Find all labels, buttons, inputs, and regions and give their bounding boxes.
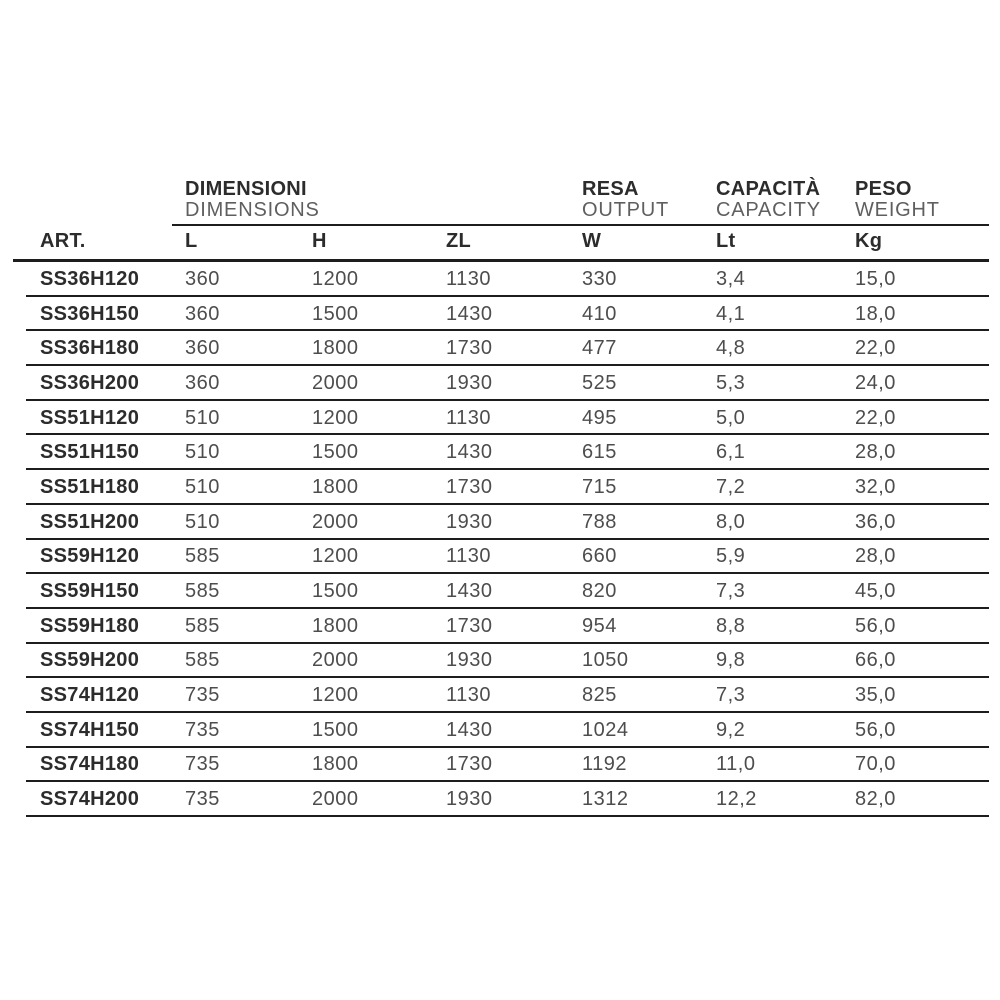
value-cell: 9,2 [716, 718, 746, 741]
value-cell: 1500 [312, 302, 359, 325]
value-cell: 510 [185, 475, 220, 498]
value-cell: 1930 [446, 510, 493, 533]
group-title: RESA [582, 178, 639, 200]
group-header-weight [855, 178, 989, 226]
value-cell: 1430 [446, 580, 493, 603]
table-row [13, 644, 989, 679]
value-cell: 1800 [312, 337, 359, 360]
value-cell: 825 [582, 684, 617, 707]
value-cell: 585 [185, 614, 220, 637]
table-row [13, 435, 989, 470]
value-cell: 1430 [446, 302, 493, 325]
value-cell: 22,0 [855, 337, 896, 360]
column-header-lt: Lt [716, 230, 736, 252]
table-row [13, 366, 989, 401]
value-cell: 22,0 [855, 406, 896, 429]
value-cell: 735 [185, 788, 220, 811]
table-column-header [13, 226, 989, 262]
value-cell: 9,8 [716, 649, 746, 672]
group-title: CAPACITÀ [716, 178, 821, 200]
value-cell: 2000 [312, 510, 359, 533]
value-cell: 1730 [446, 475, 493, 498]
value-cell: 12,2 [716, 788, 757, 811]
art-code-cell: SS36H180 [40, 337, 140, 360]
table-row [13, 713, 989, 748]
value-cell: 4,8 [716, 337, 746, 360]
value-cell: 7,3 [716, 684, 746, 707]
value-cell: 585 [185, 545, 220, 568]
value-cell: 1130 [446, 406, 492, 429]
value-cell: 1500 [312, 441, 359, 464]
value-cell: 5,9 [716, 545, 746, 568]
value-cell: 8,8 [716, 614, 746, 637]
art-code-cell: SS74H180 [40, 753, 140, 776]
value-cell: 735 [185, 753, 220, 776]
value-cell: 1800 [312, 475, 359, 498]
value-cell: 477 [582, 337, 617, 360]
value-cell: 1500 [312, 580, 359, 603]
value-cell: 1312 [582, 788, 629, 811]
art-code-cell: SS36H200 [40, 371, 140, 394]
value-cell: 660 [582, 545, 617, 568]
value-cell: 1130 [446, 545, 492, 568]
art-code-cell: SS59H180 [40, 614, 140, 637]
value-cell: 954 [582, 614, 617, 637]
value-cell: 360 [185, 371, 220, 394]
group-header-capacity [716, 178, 855, 226]
art-code-cell: SS74H120 [40, 684, 140, 707]
group-header-output [582, 178, 716, 226]
art-code-cell: SS51H180 [40, 475, 140, 498]
table-row [13, 262, 989, 297]
value-cell: 18,0 [855, 302, 896, 325]
value-cell: 715 [582, 475, 617, 498]
value-cell: 1800 [312, 614, 359, 637]
value-cell: 1930 [446, 788, 493, 811]
value-cell: 2000 [312, 371, 359, 394]
value-cell: 24,0 [855, 371, 896, 394]
value-cell: 585 [185, 649, 220, 672]
value-cell: 7,2 [716, 475, 746, 498]
art-code-cell: SS51H200 [40, 510, 140, 533]
group-subtitle: WEIGHT [855, 199, 940, 221]
table-row [13, 574, 989, 609]
product-spec-table [13, 178, 989, 817]
column-header-l: L [185, 230, 198, 252]
value-cell: 2000 [312, 788, 359, 811]
table-row [13, 540, 989, 575]
value-cell: 70,0 [855, 753, 896, 776]
art-code-cell: SS59H200 [40, 649, 140, 672]
value-cell: 1800 [312, 753, 359, 776]
art-code-cell: SS51H120 [40, 406, 140, 429]
value-cell: 1930 [446, 649, 493, 672]
value-cell: 1930 [446, 371, 493, 394]
value-cell: 360 [185, 337, 220, 360]
value-cell: 7,3 [716, 580, 746, 603]
value-cell: 735 [185, 684, 220, 707]
column-header-zl: ZL [446, 230, 472, 252]
group-title: PESO [855, 178, 912, 200]
art-code-cell: SS59H120 [40, 545, 140, 568]
value-cell: 1200 [312, 267, 359, 290]
value-cell: 5,0 [716, 406, 746, 429]
value-cell: 4,1 [716, 302, 746, 325]
value-cell: 510 [185, 406, 220, 429]
column-header-kg: Kg [855, 230, 883, 252]
value-cell: 82,0 [855, 788, 896, 811]
art-code-cell: SS36H150 [40, 302, 140, 325]
value-cell: 1730 [446, 753, 493, 776]
column-header-w: W [582, 230, 602, 252]
table-row [13, 470, 989, 505]
value-cell: 1130 [446, 684, 492, 707]
value-cell: 1192 [582, 753, 628, 776]
column-header-art: ART. [40, 230, 86, 252]
group-subtitle: CAPACITY [716, 199, 821, 221]
art-code-cell: SS74H150 [40, 718, 140, 741]
value-cell: 1050 [582, 649, 629, 672]
value-cell: 1500 [312, 718, 359, 741]
value-cell: 495 [582, 406, 617, 429]
table-row [13, 748, 989, 783]
value-cell: 36,0 [855, 510, 896, 533]
table-row [13, 297, 989, 332]
value-cell: 2000 [312, 649, 359, 672]
value-cell: 56,0 [855, 614, 896, 637]
value-cell: 15,0 [855, 267, 896, 290]
table-row [13, 505, 989, 540]
art-code-cell: SS74H200 [40, 788, 140, 811]
value-cell: 56,0 [855, 718, 896, 741]
value-cell: 8,0 [716, 510, 746, 533]
table-group-header [13, 178, 989, 226]
value-cell: 28,0 [855, 441, 896, 464]
value-cell: 1730 [446, 337, 493, 360]
value-cell: 5,3 [716, 371, 746, 394]
value-cell: 66,0 [855, 649, 896, 672]
value-cell: 1024 [582, 718, 629, 741]
table-row [13, 782, 989, 817]
value-cell: 11,0 [716, 753, 756, 776]
value-cell: 820 [582, 580, 617, 603]
art-code-cell: SS51H150 [40, 441, 140, 464]
value-cell: 1430 [446, 718, 493, 741]
value-cell: 615 [582, 441, 617, 464]
table-row [13, 401, 989, 436]
value-cell: 330 [582, 267, 617, 290]
value-cell: 510 [185, 510, 220, 533]
value-cell: 45,0 [855, 580, 896, 603]
value-cell: 788 [582, 510, 617, 533]
value-cell: 735 [185, 718, 220, 741]
value-cell: 6,1 [716, 441, 746, 464]
value-cell: 35,0 [855, 684, 896, 707]
value-cell: 1200 [312, 545, 359, 568]
value-cell: 32,0 [855, 475, 896, 498]
value-cell: 1200 [312, 406, 359, 429]
column-header-h: H [312, 230, 327, 252]
value-cell: 510 [185, 441, 220, 464]
group-title: DIMENSIONI [185, 178, 307, 200]
value-cell: 585 [185, 580, 220, 603]
art-code-cell: SS59H150 [40, 580, 140, 603]
value-cell: 360 [185, 302, 220, 325]
value-cell: 1200 [312, 684, 359, 707]
table-row [13, 678, 989, 713]
value-cell: 1430 [446, 441, 493, 464]
table-row [13, 609, 989, 644]
value-cell: 3,4 [716, 267, 746, 290]
value-cell: 525 [582, 371, 617, 394]
value-cell: 28,0 [855, 545, 896, 568]
value-cell: 1730 [446, 614, 493, 637]
value-cell: 1130 [446, 267, 492, 290]
group-header-dimensions [185, 178, 582, 226]
table-body [13, 262, 989, 817]
value-cell: 410 [582, 302, 617, 325]
group-subtitle: DIMENSIONS [185, 199, 320, 221]
art-code-cell: SS36H120 [40, 267, 140, 290]
table-row [13, 331, 989, 366]
value-cell: 360 [185, 267, 220, 290]
group-subtitle: OUTPUT [582, 199, 670, 221]
